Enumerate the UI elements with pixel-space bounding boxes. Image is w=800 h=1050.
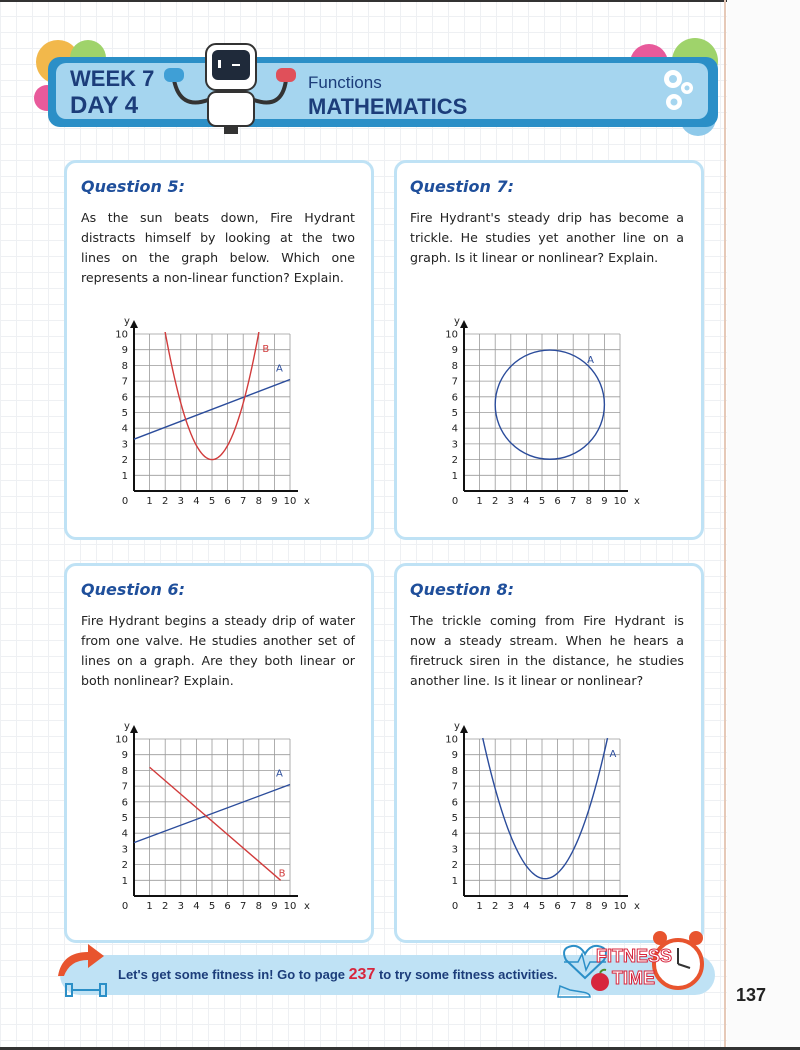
- x-tick-label: 6: [554, 901, 561, 910]
- y-tick-label: 3: [451, 844, 458, 856]
- x-tick-label: 0: [451, 496, 459, 505]
- question-title: Question 6:: [81, 580, 185, 599]
- y-tick-label: 4: [451, 423, 458, 435]
- x-tick-label: 1: [476, 901, 483, 910]
- x-tick-label: 8: [255, 901, 262, 910]
- x-tick-label: 6: [224, 496, 231, 505]
- series-curve: [159, 296, 260, 459]
- x-axis-label: x: [634, 496, 640, 505]
- x-axis-label: x: [634, 901, 640, 910]
- y-tick-label: 9: [451, 345, 458, 357]
- x-tick-label: 1: [476, 496, 483, 505]
- x-tick-label: 8: [585, 496, 592, 505]
- x-tick-label: 5: [538, 496, 546, 505]
- y-tick-label: 2: [121, 860, 128, 872]
- y-axis-label: y: [124, 316, 130, 327]
- x-tick-label: 6: [554, 496, 561, 505]
- series-line: [150, 767, 281, 880]
- footer-text: [118, 966, 557, 984]
- arrow-icon: [52, 940, 108, 980]
- y-tick-label: 1: [121, 875, 128, 887]
- y-tick-label: 8: [121, 765, 128, 777]
- y-tick-label: 4: [121, 423, 128, 435]
- y-axis-arrow: [460, 725, 468, 733]
- page-margin: [727, 0, 800, 1050]
- y-tick-label: 9: [451, 750, 458, 762]
- x-tick-label: 3: [507, 901, 514, 910]
- x-tick-label: 7: [570, 496, 577, 505]
- y-tick-label: 2: [451, 860, 458, 872]
- x-axis-label: x: [304, 901, 310, 910]
- y-tick-label: 10: [445, 329, 458, 341]
- y-tick-label: 3: [121, 439, 128, 451]
- graph-question-7: [440, 295, 655, 505]
- y-tick-label: 7: [451, 781, 458, 793]
- x-tick-label: 9: [271, 901, 278, 910]
- series-label: A: [609, 749, 617, 760]
- x-tick-label: 7: [240, 496, 247, 505]
- x-tick-label: 4: [523, 496, 530, 505]
- x-tick-label: 2: [492, 901, 499, 910]
- series-label: A: [276, 363, 283, 375]
- question-text: As the sun beats down, Fire Hydrant distracts himself by looking at the two lines on the graph below. Which one represents a non-linear function? Explain.: [81, 210, 355, 285]
- y-tick-label: 7: [121, 376, 128, 388]
- x-axis-label: x: [304, 496, 310, 505]
- y-tick-label: 9: [121, 345, 128, 357]
- y-tick-label: 1: [451, 470, 458, 482]
- x-tick-label: 4: [523, 901, 530, 910]
- x-tick-label: 10: [613, 496, 627, 505]
- question-text: Fire Hydrant begins a steady drip of water from one valve. He studies another set of lines on a graph. Are they both linear or both nonlinear? Explain.: [81, 613, 355, 688]
- x-tick-label: 0: [121, 901, 129, 910]
- robot-mascot-icon: [160, 40, 300, 135]
- y-tick-label: 2: [121, 455, 128, 467]
- y-axis-arrow: [130, 320, 138, 328]
- y-tick-label: 9: [121, 750, 128, 762]
- series-label: A: [587, 355, 594, 367]
- y-tick-label: 6: [121, 797, 128, 809]
- y-tick-label: 6: [451, 392, 458, 404]
- x-tick-label: 5: [208, 496, 216, 505]
- series-label: B: [278, 868, 286, 880]
- x-tick-label: 3: [177, 496, 184, 505]
- y-tick-label: 3: [451, 439, 458, 451]
- series-circle: [495, 350, 604, 459]
- subject-label: MATHEMATICS: [308, 94, 468, 119]
- y-axis-label: y: [454, 316, 460, 327]
- x-tick-label: 10: [283, 496, 297, 505]
- x-tick-label: 0: [121, 496, 129, 505]
- graph-question-8: [440, 700, 655, 910]
- y-tick-label: 4: [121, 828, 128, 840]
- question-text: Fire Hydrant's steady drip has become a trickle. He studies yet another line on a graph. Is it linear or nonlinear? Explain.: [410, 210, 684, 265]
- gear-icon: [660, 66, 700, 116]
- x-tick-label: 5: [208, 901, 216, 910]
- x-tick-label: 7: [570, 901, 577, 910]
- footer-page-link[interactable]: 237: [348, 966, 376, 983]
- question-text: The trickle coming from Fire Hydrant is now a steady stream. When he hears a firetruck siren in the distance, he studies another line. Is it linear or nonlinear?: [410, 613, 684, 688]
- x-tick-label: 2: [492, 496, 499, 505]
- footer-text-after: to try some fitness activities.: [378, 967, 558, 982]
- y-tick-label: 10: [445, 734, 458, 746]
- sneaker-icon: [556, 982, 592, 1000]
- y-axis-label: y: [454, 721, 460, 732]
- y-tick-label: 1: [451, 875, 458, 887]
- y-tick-label: 8: [451, 360, 458, 372]
- y-axis-label: y: [124, 721, 130, 732]
- y-tick-label: 7: [121, 781, 128, 793]
- question-title: Question 7:: [410, 177, 514, 196]
- y-axis-arrow: [130, 725, 138, 733]
- dumbbell-icon: [64, 980, 108, 1000]
- y-tick-label: 5: [121, 813, 128, 824]
- x-tick-label: 6: [224, 901, 231, 910]
- y-tick-label: 4: [451, 828, 458, 840]
- x-tick-label: 9: [601, 496, 608, 505]
- x-tick-label: 7: [240, 901, 247, 910]
- fitness-badge-line1: FITNESS: [596, 946, 673, 966]
- apple-icon: [588, 968, 612, 992]
- y-tick-label: 7: [451, 376, 458, 388]
- week-label: WEEK 7: [70, 66, 155, 91]
- x-tick-label: 0: [451, 901, 459, 910]
- page-edge: [724, 0, 726, 1050]
- x-tick-label: 3: [507, 496, 514, 505]
- top-border: [0, 0, 800, 2]
- y-tick-label: 5: [451, 408, 458, 419]
- day-label: DAY 4: [70, 92, 139, 119]
- x-tick-label: 1: [146, 901, 153, 910]
- topic-label: Functions: [308, 73, 382, 92]
- y-axis-arrow: [460, 320, 468, 328]
- y-tick-label: 6: [121, 392, 128, 404]
- page-number: 137: [736, 985, 767, 1005]
- graph-question-5: [110, 295, 325, 505]
- x-tick-label: 8: [255, 496, 262, 505]
- question-title: Question 5:: [81, 177, 185, 196]
- fitness-badge-line2: TIME: [612, 968, 655, 988]
- y-tick-label: 3: [121, 844, 128, 856]
- footer-text-before: Let's get some fitness in! Go to page: [118, 967, 346, 982]
- y-tick-label: 6: [451, 797, 458, 809]
- y-tick-label: 10: [115, 329, 128, 341]
- x-tick-label: 1: [146, 496, 153, 505]
- y-tick-label: 5: [121, 408, 128, 419]
- series-label: B: [262, 344, 270, 355]
- x-tick-label: 9: [601, 901, 608, 910]
- series-label: A: [276, 768, 283, 780]
- question-title: Question 8:: [410, 580, 514, 599]
- x-tick-label: 4: [193, 901, 200, 910]
- x-tick-label: 2: [162, 496, 169, 505]
- y-tick-label: 8: [121, 360, 128, 372]
- x-tick-label: 9: [271, 496, 278, 505]
- y-tick-label: 10: [115, 734, 128, 746]
- x-tick-label: 10: [613, 901, 627, 910]
- y-tick-label: 1: [121, 470, 128, 482]
- graph-question-6: [110, 700, 325, 910]
- x-tick-label: 2: [162, 901, 169, 910]
- x-tick-label: 4: [193, 496, 200, 505]
- x-tick-label: 5: [538, 901, 546, 910]
- y-tick-label: 2: [451, 455, 458, 467]
- x-tick-label: 8: [585, 901, 592, 910]
- y-tick-label: 8: [451, 765, 458, 777]
- x-tick-label: 10: [283, 901, 297, 910]
- y-tick-label: 5: [451, 813, 458, 824]
- x-tick-label: 3: [177, 901, 184, 910]
